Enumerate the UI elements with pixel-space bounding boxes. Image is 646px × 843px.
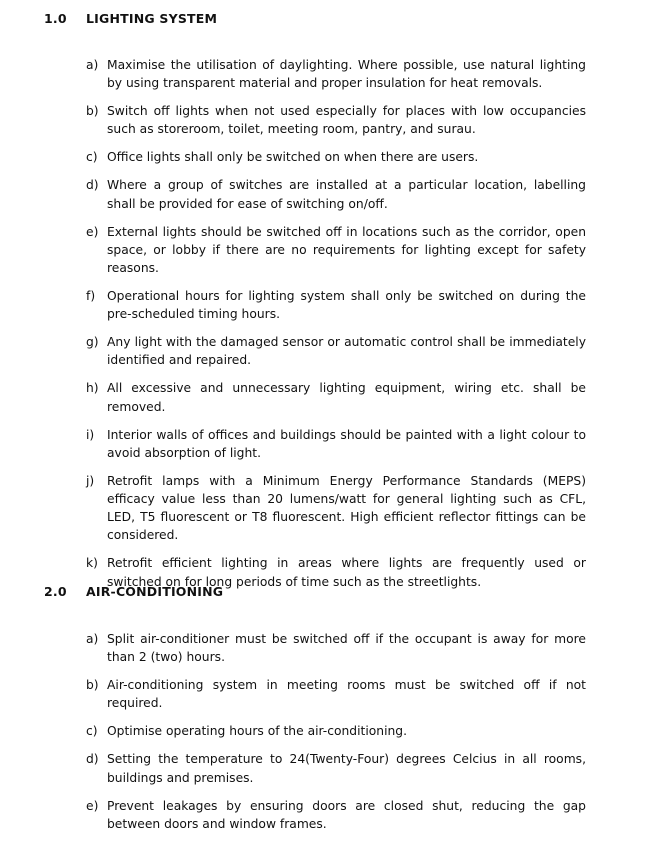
section-title: AIR-CONDITIONING <box>86 584 224 599</box>
item-text: Optimise operating hours of the air-conditioning. <box>107 724 408 739</box>
item-text: External lights should be switched off in locations such as the corridor, open space, or lobby if there are no requirements for lighting except for safety reasons. <box>107 224 586 276</box>
item-text: Interior walls of offices and buildings should be painted with a light colour to avoid absorption of light. <box>107 427 586 460</box>
item-text: Operational hours for lighting system shall only be switched on during the pre-scheduled timing hours. <box>107 289 586 322</box>
list-item <box>86 223 586 278</box>
section-number: 1.0 <box>44 11 67 26</box>
list-item <box>86 287 586 323</box>
item-text: Retrofit efficient lighting in areas where lights are frequently used or switched on for long periods of time such as the streetlights. <box>107 556 586 589</box>
item-text: Any light with the damaged sensor or automatic control shall be immediately identified and repaired. <box>107 335 586 368</box>
item-letter: f) <box>86 289 96 304</box>
item-letter: h) <box>86 381 99 396</box>
item-letter: b) <box>86 678 99 693</box>
list-item <box>86 750 586 786</box>
item-text: Prevent leakages by ensuring doors are closed shut, reducing the gap between doors and window frames. <box>107 798 586 831</box>
item-letter: c) <box>86 150 98 165</box>
item-letter: i) <box>86 427 95 442</box>
list-item <box>86 676 586 712</box>
section-title: LIGHTING SYSTEM <box>86 11 218 26</box>
item-letter: a) <box>86 58 99 72</box>
item-letter: e) <box>86 224 99 239</box>
item-text: Retrofit lamps with a Minimum Energy Performance Standards (MEPS) efficacy value less than 20 lumens/watt for general lighting such as CFL, LED, T5 fluorescent or T8 fluorescent. High efficient reflector fittings can be considered. <box>107 473 586 543</box>
item-letter: j) <box>86 473 95 488</box>
list-item <box>86 176 586 212</box>
item-letter: g) <box>86 335 99 350</box>
item-letter: d) <box>86 178 99 193</box>
list-item <box>86 630 586 666</box>
list-item <box>86 333 586 369</box>
list-item <box>86 722 586 740</box>
list-item <box>86 472 586 545</box>
list-item <box>86 797 586 833</box>
item-text: Where a group of switches are installed at a particular location, labelling shall be provided for ease of switching on/off. <box>107 178 586 211</box>
item-letter: e) <box>86 798 99 813</box>
lighting-item-list <box>86 56 586 601</box>
item-letter: k) <box>86 556 98 571</box>
item-letter: a) <box>86 632 99 646</box>
item-text: Air-conditioning system in meeting rooms must be switched off if not required. <box>107 678 586 711</box>
list-item <box>86 426 586 462</box>
item-text: Split air-conditioner must be switched off if the occupant is away for more than 2 (two) hours. <box>107 632 586 665</box>
item-text: Office lights shall only be switched on when there are users. <box>107 150 479 165</box>
section-number: 2.0 <box>44 584 67 599</box>
list-item <box>86 56 586 92</box>
item-letter: c) <box>86 724 98 739</box>
item-letter: b) <box>86 104 99 119</box>
list-item <box>86 148 586 166</box>
item-letter: d) <box>86 752 99 767</box>
list-item <box>86 379 586 415</box>
item-text: Setting the temperature to 24(Twenty-Four) degrees Celcius in all rooms, buildings and premises. <box>107 752 586 785</box>
item-text: All excessive and unnecessary lighting equipment, wiring etc. shall be removed. <box>107 381 586 414</box>
air-conditioning-item-list <box>86 630 586 843</box>
item-text: Maximise the utilisation of daylighting. Where possible, use natural lighting by using transparent material and proper insulation for heat removals. <box>107 58 586 91</box>
item-text: Switch off lights when not used especially for places with low occupancies such as storeroom, toilet, meeting room, pantry, and surau. <box>107 104 586 137</box>
list-item <box>86 102 586 138</box>
